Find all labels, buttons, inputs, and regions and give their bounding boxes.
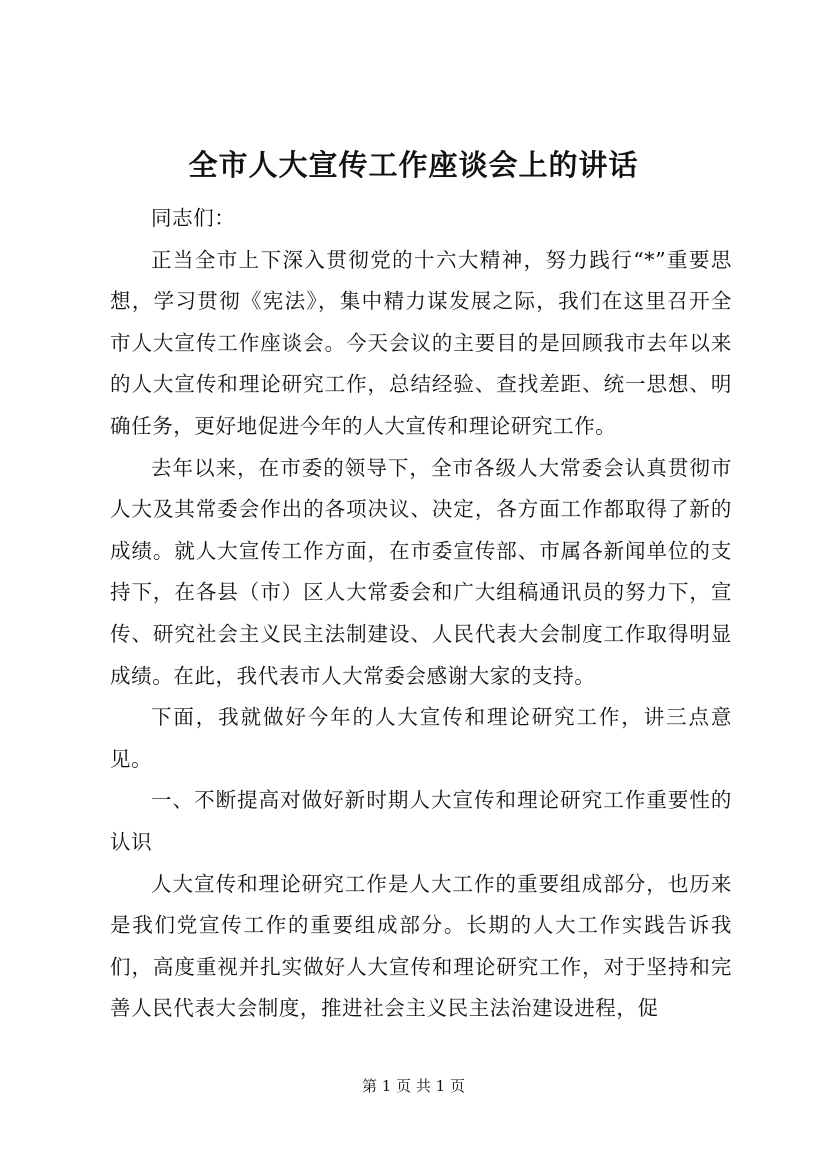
salutation: 同志们： — [151, 206, 236, 230]
paragraph-section-one: 人大宣传和理论研究工作是人大工作的重要组成部分，也历来是我们党宣传工作的重要组成部分。长期的人大工作实践告诉我们，高度重视并扎实做好人大宣传和理论研究工作，对于坚持和完善人民代表大会制度，推进社会主义民主法治建设进程，促 — [110, 871, 732, 1021]
document-title: 全市人大宣传工作座谈会上的讲话 — [188, 148, 639, 182]
document-body — [110, 198, 732, 1030]
paragraph-intro: 正当全市上下深入贯彻党的十六大精神，努力践行“*”重要思想，学习贯彻《宪法》，集中精力谋发展之际，我们在这里召开全市人大宣传工作座谈会。今天会议的主要目的是回顾我市去年以来的人大宣传和理论研究工作，总结经验、查找差距、统一思想、明确任务，更好地促进今年的人大宣传和理论研究工作。 — [110, 247, 732, 438]
section-heading-one: 一、不断提高对做好新时期人大宣传和理论研究工作重要性的认识 — [110, 788, 732, 854]
page-number-footer: 第 1 页 共 1 页 — [362, 1077, 465, 1095]
paragraph-transition: 下面，我就做好今年的人大宣传和理论研究工作，讲三点意见。 — [110, 705, 732, 771]
paragraph-review: 去年以来，在市委的领导下，全市各级人大常委会认真贯彻市人大及其常委会作出的各项决议、决定，各方面工作都取得了新的成绩。就人大宣传工作方面，在市委宣传部、市属各新闻单位的支持下，在各县（市）区人大常委会和广大组稿通讯员的努力下，宣传、研究社会主义民主法制建设、人民代表大会制度工作取得明显成绩。在此，我代表市人大常委会感谢大家的支持。 — [110, 455, 732, 688]
